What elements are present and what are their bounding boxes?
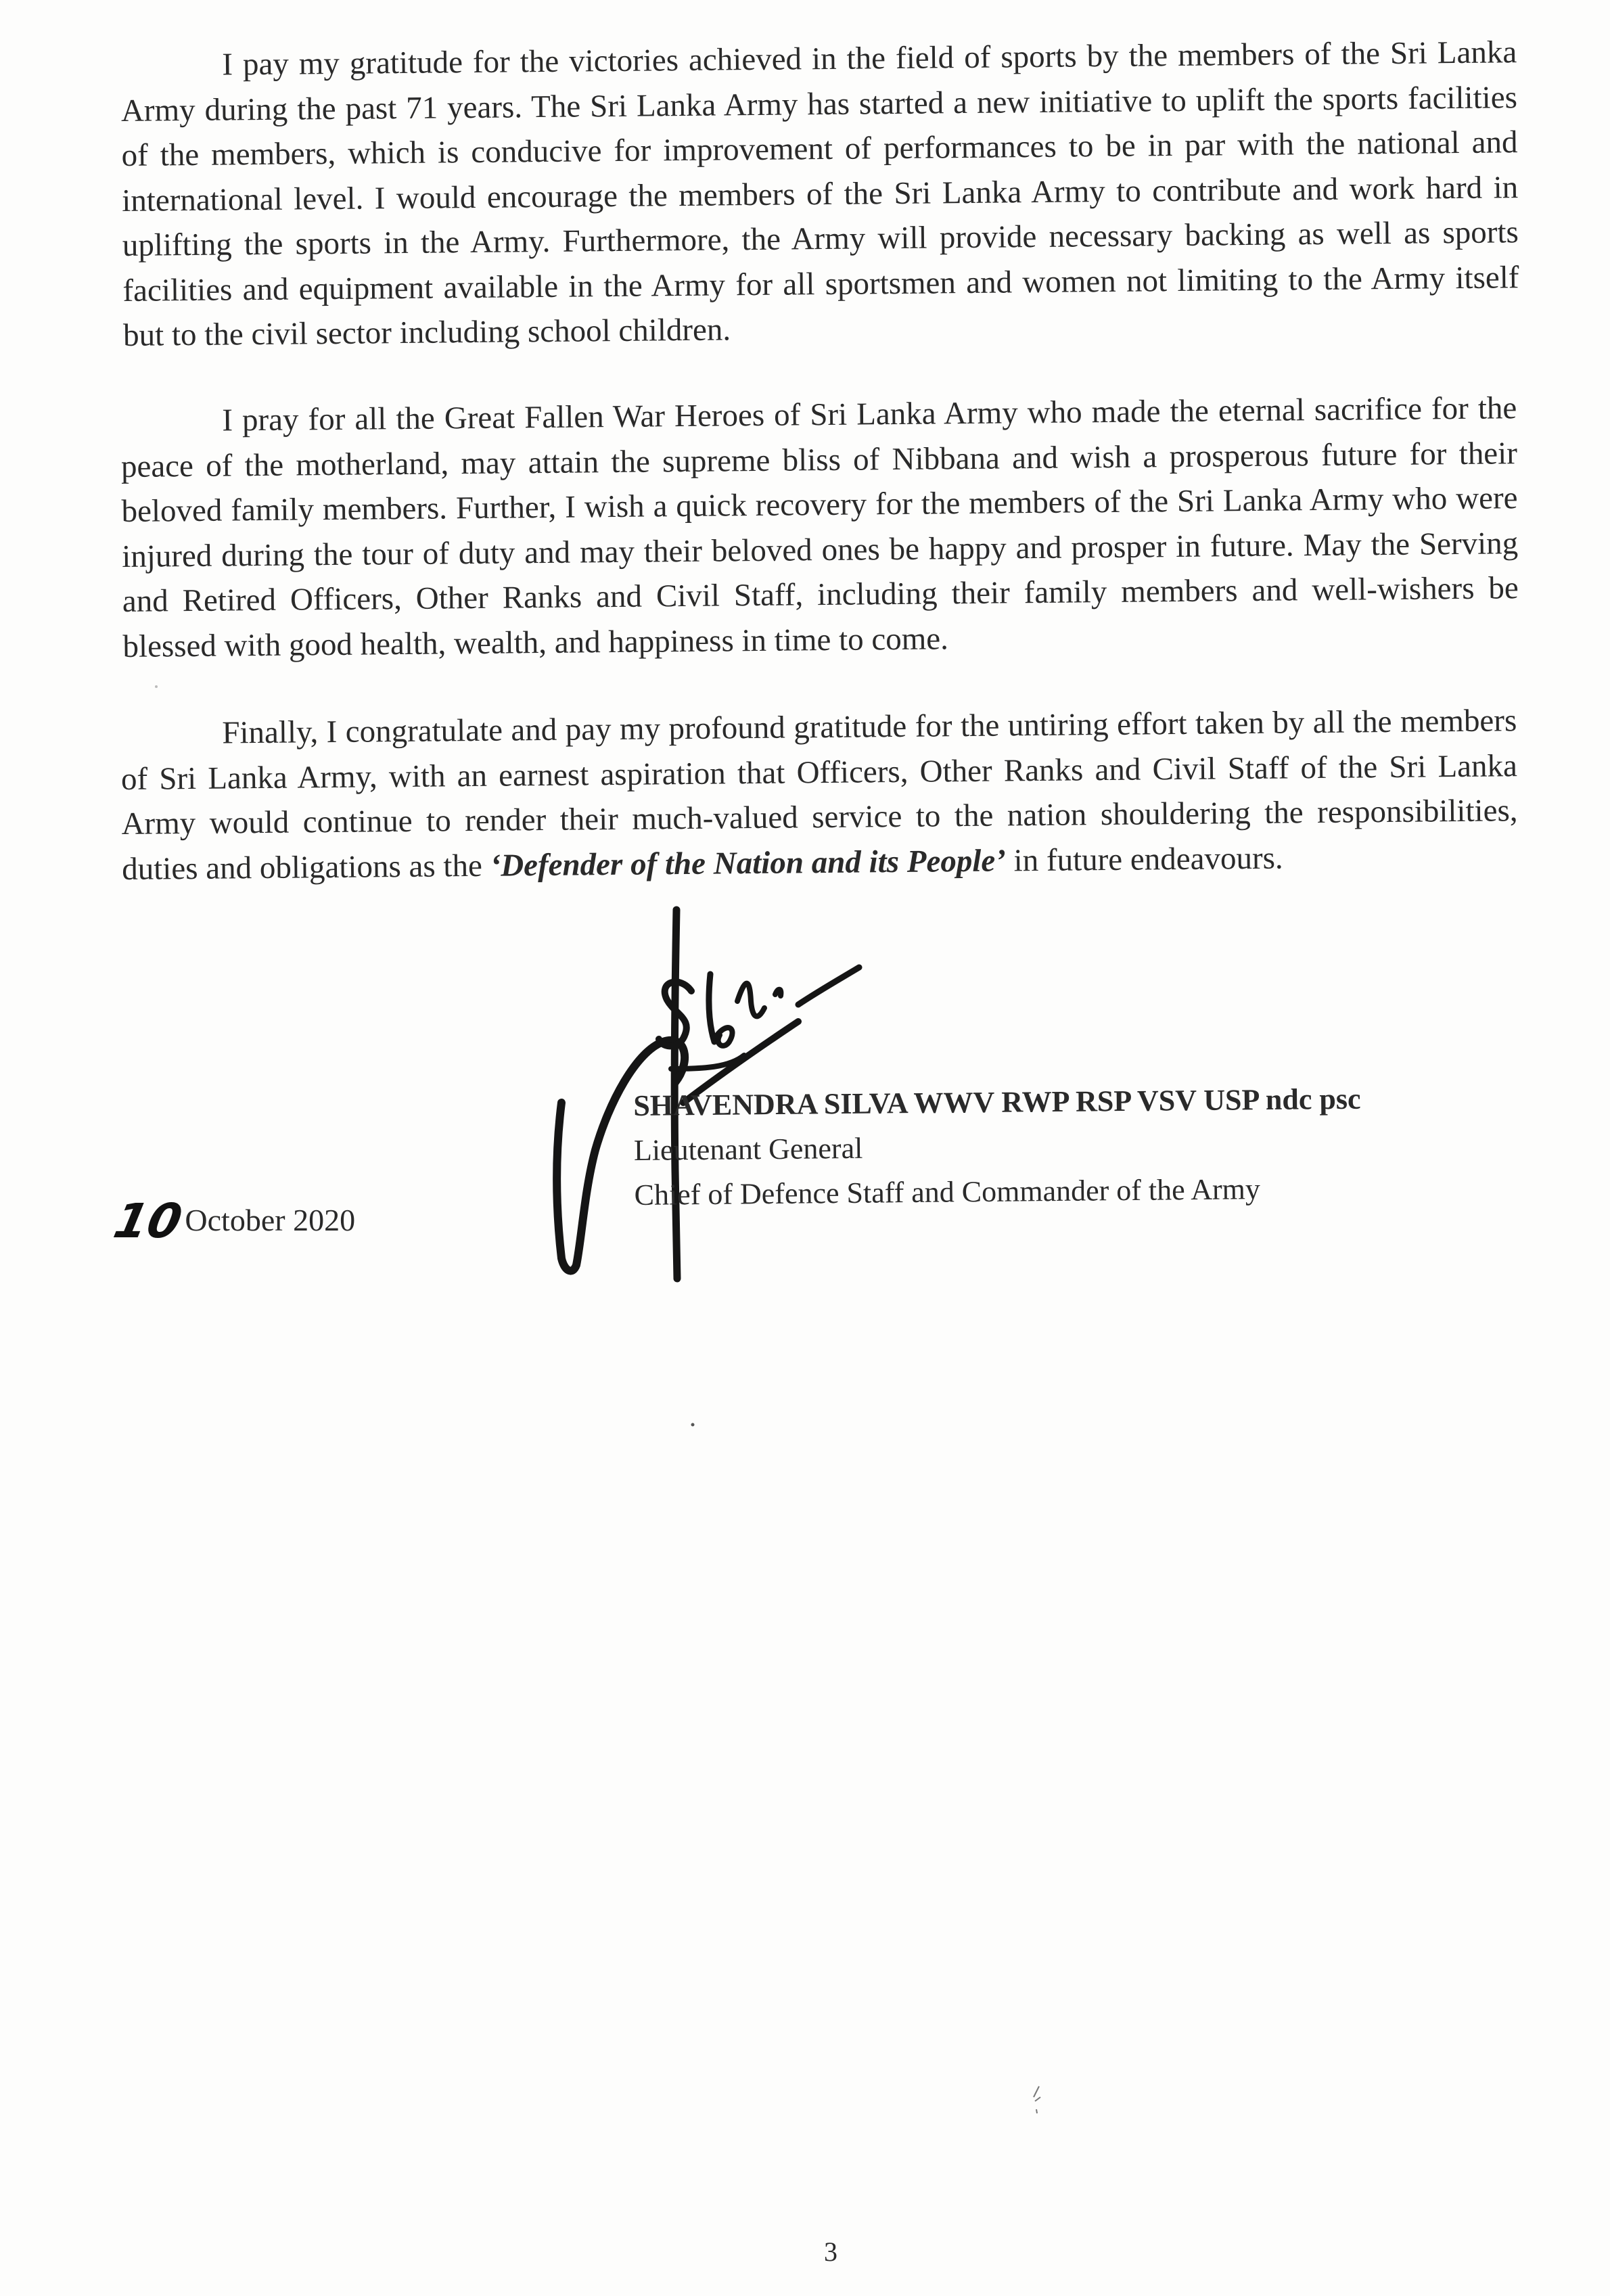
date-day-handwritten: 10 (109, 1193, 187, 1249)
paragraph-sports: I pay my gratitude for the victories achieved in the field of sports by the members of the Sri Lanka Army during the past 71 years. The Sri Lanka Army has started a new initiative to uplift the sports facilities of the members, which is conducive for improvement of performances to be in par with the national and international level. I would encourage the members of the Sri Lanka Army to contribute and work hard in uplifting the sports in the Army. Furthermore, the Army will provide necessary backing as well as sports facilities and equipment available in the Army for all sportsmen and women not limiting to the Army itself but to the civil sector including school children. (120, 35, 1519, 353)
closing-text-before: Finally, I congratulate and pay my profound gratitude for the untiring effort taken by all the members of Sri Lanka Army, with an earnest aspiration that Officers, Other Ranks and Civil Staff of the Sri Lanka Army would continue to render their much-valued service to the nation shouldering the responsibilities, duties and obligations as the (120, 703, 1518, 887)
scan-speck (689, 1421, 697, 1429)
paragraph-closing (120, 698, 1518, 892)
signature-block (633, 1077, 1362, 1218)
date-month-year: October 2020 (185, 1203, 356, 1237)
page-number: 3 (824, 2236, 837, 2267)
paragraph-fallen-heroes: I pray for all the Great Fallen War Heroes of Sri Lanka Army who made the eternal sacrifice for the peace of the motherland, may attain the supreme bliss of Nibbana and wish a prosperous future for their beloved family members. Further, I wish a quick recovery for the members of the Sri Lanka Army who were injured during the tour of duty and may their beloved ones be happy and prosper in future. May the Serving and Retired Officers, Other Ranks and Civil Staff, including their family members and well-wishers be blessed with good health, wealth, and happiness in time to come. (120, 390, 1519, 664)
scan-speck (153, 683, 160, 690)
signatory-name: SHAVENDRA SILVA WWV RWP RSP VSV USP ndc psc (633, 1082, 1361, 1122)
closing-text-after: in future endeavours. (1013, 840, 1283, 878)
scan-mark (1027, 2084, 1047, 2117)
closing-emphasis: ‘Defender of the Nation and its People’ (490, 842, 1007, 883)
letter-date (109, 1193, 356, 1249)
signatory-appointment: Chief of Defence Staff and Commander of the Army (634, 1172, 1261, 1212)
signatory-rank: Lieutenant General (633, 1131, 863, 1167)
